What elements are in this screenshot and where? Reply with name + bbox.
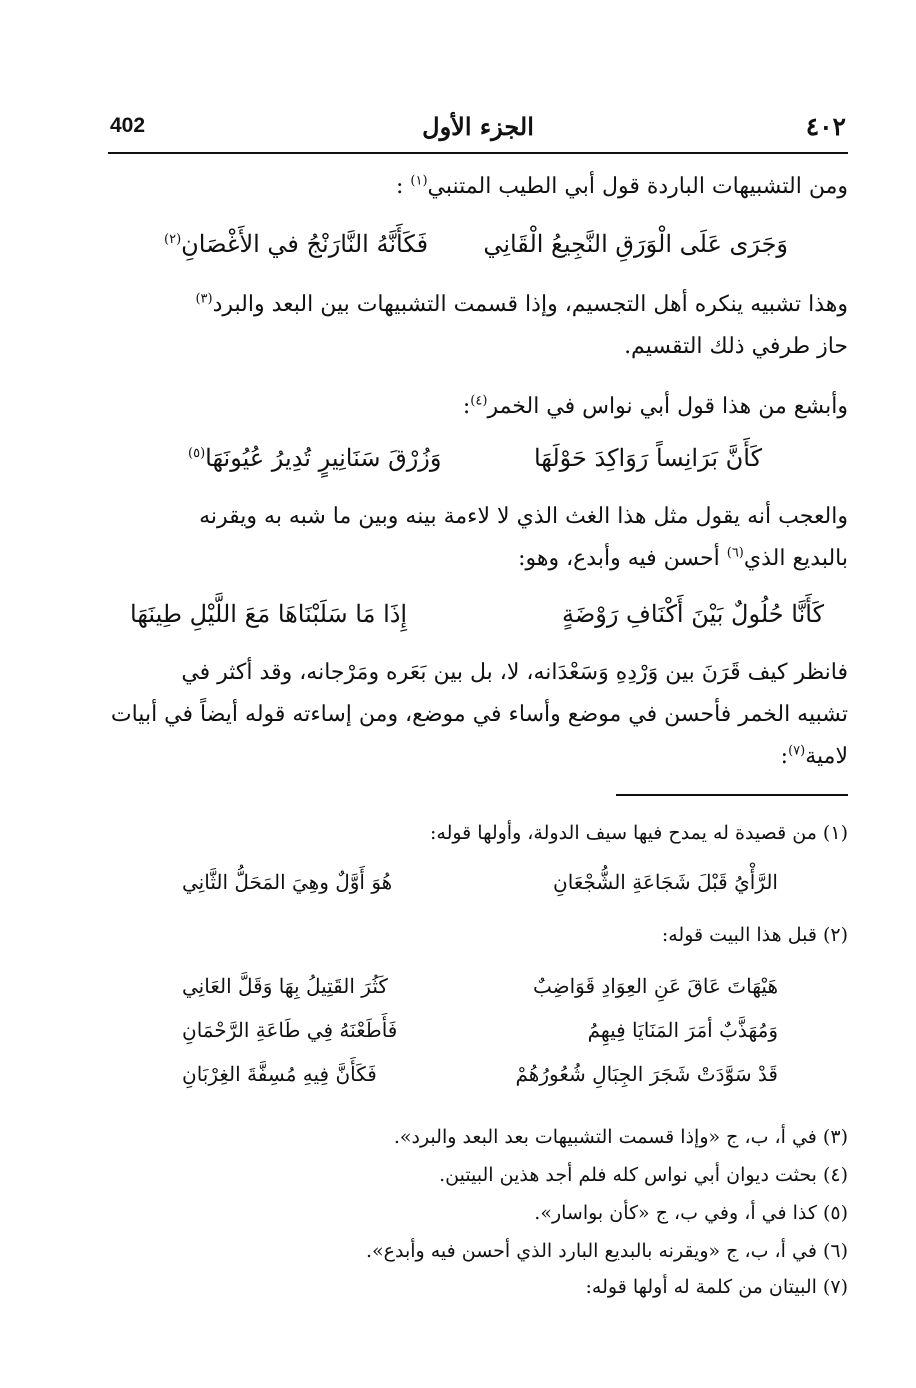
footnote-2: (٢) قبل هذا البيت قوله: — [661, 924, 848, 946]
verse-hemistich-second: فَكَأَنَّ فِيهِ مُسِفَّةَ الغِرْبَانِ — [182, 1062, 377, 1086]
footnote-5: (٥) كذا في أ، وفي ب، ج «كأن بواسار». — [534, 1202, 848, 1224]
page-number-arabic: ٤٠٢ — [805, 112, 846, 141]
footnote-ref: (١) — [410, 173, 428, 189]
verse-hemistich-second: كَثُرَ القَتِيلُ بِهَا وَقَلَّ العَانِي — [182, 974, 388, 998]
paragraph-text: ومن التشبيهات الباردة قول أبي الطيب المتنبي — [427, 174, 848, 199]
verse-hemistich-first: كَأَنَّا حُلُولٌ بَيْنَ أَكْنَافِ رَوْضَةٍ — [561, 600, 824, 628]
verse-hemistich-first: قَدْ سَوَّدَتْ شَجَرَ الجِبَالِ شُعُورُهُمْ — [515, 1062, 778, 1086]
footnote-2-verse-3 — [182, 1054, 778, 1094]
footnote-ref: (٢) — [164, 232, 182, 247]
footnote-ref: (٥) — [188, 446, 206, 461]
paragraph-line: فانظر كيف قَرَنَ بين وَرْدِهِ وَسَعْدَانه، لا، بل بين بَعَره ومَرْجانه، وقد أكثر في — [181, 660, 848, 685]
verse-3 — [108, 592, 848, 636]
footnote-1-verse — [182, 862, 778, 902]
footnote-3: (٣) في أ، ب، ج «وإذا قسمت التشبيهات بعد البعد والبرد». — [393, 1126, 848, 1148]
paragraph-text: وأبشع من هذا قول أبي نواس في الخمر — [487, 394, 848, 419]
verse-text: وَزُرْقَ سَنَانِيرٍ تُدِيرُ عُيُونَهَا — [205, 444, 442, 472]
punctuation: : — [395, 174, 404, 199]
page-header — [108, 108, 848, 154]
paragraph-1 — [108, 166, 848, 208]
running-title: الجزء الأول — [422, 112, 534, 141]
paragraph-4 — [108, 496, 848, 580]
footnote-2-verse-1 — [182, 966, 778, 1006]
footnote-ref: (٦) — [726, 545, 744, 561]
verse-hemistich-second — [164, 222, 428, 266]
verse-hemistich-first: كَأَنَّ بَرَانِساً رَوَاكِدَ حَوْلَهَا — [533, 444, 762, 472]
paragraph-text: بالبديع الذي — [743, 546, 848, 571]
verse-hemistich-first: وَمُهَذَّبٌ أمَرَ المَنَايَا فِيهِمُ — [587, 1018, 778, 1042]
paragraph-line: تشبيه الخمر فأحسن في موضع وأساء في موضع، ومن إساءته قوله أيضاً في أبيات — [110, 702, 848, 727]
footnote-separator — [616, 794, 848, 796]
paragraph-line — [108, 736, 848, 778]
footnote-ref: (٤) — [470, 393, 488, 409]
verse-hemistich-first: هَيْهَاتَ عَاقَ عَنِ العِوَادِ قَوَاضِبٌ — [532, 974, 778, 998]
verse-hemistich-second: هُوَ أَوَّلٌ وهِيَ المَحَلُّ الثَّانِي — [182, 870, 393, 894]
paragraph-line — [108, 284, 848, 326]
verse-2 — [108, 436, 848, 480]
paragraph-text: لامية — [805, 744, 848, 769]
footnote-7: (٧) البيتان من كلمة له أولها قوله: — [585, 1276, 848, 1298]
verse-hemistich-second: إِذَا مَا سَلَبْنَاهَا مَعَ اللَّيْلِ طِينَهَا — [130, 600, 408, 628]
punctuation: : — [780, 744, 789, 769]
verse-hemistich-first: وَجَرَى عَلَى الْوَرَقِ النَّجِيعُ الْقَانِي — [483, 230, 788, 258]
paragraph-line: حاز طرفي ذلك التقسيم. — [624, 334, 848, 359]
footnote-1: (١) من قصيدة له يمدح فيها سيف الدولة، وأولها قوله: — [429, 822, 848, 844]
verse-hemistich-first: الرَّأْيُ قَبْلَ شَجَاعَةِ الشُّجْعَانِ — [553, 870, 778, 894]
paragraph-text: وهذا تشبيه ينكره أهل التجسيم، وإذا قسمت التشبيهات بين البعد والبرد — [212, 292, 848, 317]
punctuation: : — [462, 394, 471, 419]
footnote-ref: (٣) — [195, 291, 213, 307]
footnote-2-verse-2 — [182, 1010, 778, 1050]
paragraph-5 — [108, 652, 848, 778]
paragraph-line — [108, 538, 848, 580]
paragraph-3 — [108, 386, 848, 428]
verse-hemistich-second: فَأَطَعْنَهُ فِي طَاعَةِ الرَّحْمَانِ — [182, 1018, 398, 1042]
footnote-6: (٦) في أ، ب، ج «ويقرنه بالبديع البارد الذي أحسن فيه وأبدع». — [365, 1240, 848, 1262]
footnote-4: (٤) بحثت ديوان أبي نواس كله فلم أجد هذين البيتين. — [439, 1164, 848, 1186]
verse-hemistich-second — [188, 436, 441, 480]
footnote-ref: (٧) — [788, 743, 806, 759]
verse-1 — [108, 222, 848, 266]
paragraph-text: أحسن فيه وأبدع، وهو: — [518, 546, 720, 571]
page-number-latin: 402 — [110, 114, 146, 137]
paragraph-2 — [108, 284, 848, 368]
verse-text: فَكَأَنَّهُ النَّارَنْجُ في الأَغْصَانِ — [181, 230, 429, 258]
paragraph-line: والعجب أنه يقول مثل هذا الغث الذي لا لاءمة بينه وبين ما شبه به ويقرنه — [199, 504, 848, 529]
